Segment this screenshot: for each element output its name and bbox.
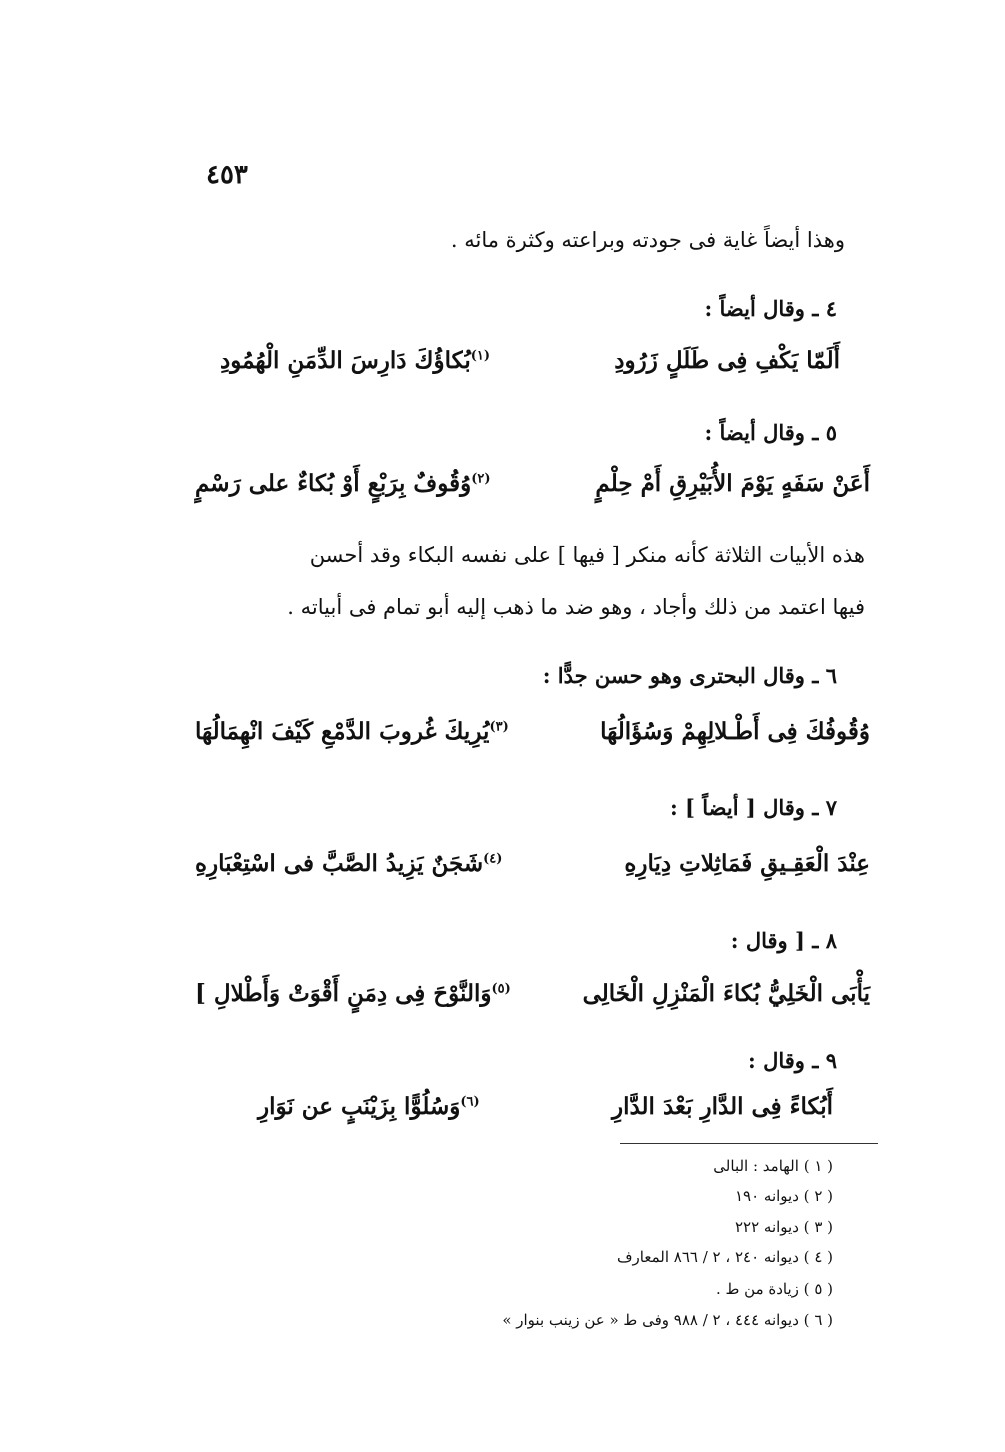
verse-line <box>220 347 840 383</box>
verse-second-hemistich: $^{(٢)}$وُقُوفٌ بِرَبْعٍ أَوْ بُكاءٌ على رَسْمٍ <box>195 470 491 497</box>
footnote-marker: (٥) <box>491 981 511 997</box>
footnote-marker: (٦) <box>460 1094 480 1110</box>
verse-second-hemistich: $^{(١)}$بُكاؤُكَ دَارِسَ الدِّمَنِ الْهُمُودِ <box>220 347 491 374</box>
verse-first-hemistich: أَلَمّا يَكْفِ فِى طَلَلٍ زَرُودِ <box>614 347 840 374</box>
verse-line <box>195 850 870 886</box>
footnote-marker: (٢) <box>471 471 491 487</box>
section-heading: ٤ ـ وقال أيضاً : <box>704 296 837 321</box>
verse-second-hemistich: $^{(٤)}$شَجَنٌ يَزِيدُ الصَّبَّ فى اسْتِعْبَارِهِ <box>195 850 503 877</box>
footnote: ( ٤ ) ديوانه ٢٤٠ ، ٢ / ٨٦٦ المعارف <box>616 1248 833 1266</box>
section-heading: ٧ ـ وقال [ أيضاً ] : <box>669 795 837 820</box>
paragraph-line: فيها اعتمد من ذلك وأجاد ، وهو ضد ما ذهب إليه أبو تمام فى أبياته . <box>287 595 865 619</box>
verse-line <box>195 980 870 1016</box>
footnote-marker: (٤) <box>483 851 503 867</box>
verse-second-hemistich: $^{(٣)}$يُرِيكَ غُروبَ الدَّمْعِ كَيْفَ انْهِمَالُهَا <box>195 718 509 745</box>
section-heading: ٩ ـ وقال : <box>748 1048 837 1073</box>
footnote-rule <box>620 1143 878 1144</box>
verse-second-hemistich: $^{(٥)}$وَالنَّوْحَ فِى دِمَنٍ أَقْوَتْ وَأَطْلالِ ] <box>195 980 511 1007</box>
footnote-marker: (١) <box>470 348 491 364</box>
footnote: ( ٦ ) ديوانه ٤٤٤ ، ٢ / ٩٨٨ وفى ط « عن زينب بنوار » <box>502 1311 833 1329</box>
verse-second-hemistich: $^{(٦)}$وَسُلُوًّا بِزَيْنَبٍ عن نَوَارِ <box>258 1093 480 1120</box>
verse-first-hemistich: يَأْبَى الْخَلِيُّ بُكاءَ الْمَنْزِلِ الْخَالِى <box>582 980 870 1007</box>
footnote: ( ٣ ) ديوانه ٢٢٢ <box>734 1218 833 1236</box>
section-heading: ٥ ـ وقال أيضاً : <box>704 420 837 445</box>
footnote: ( ١ ) الهامد : البالى <box>713 1157 833 1175</box>
verse-first-hemistich: وُقُوفُكَ فِى أَطْـلالِهِمْ وَسُؤَالُهَا <box>600 718 870 745</box>
verse-line <box>195 470 870 506</box>
verse-first-hemistich: أَعَنْ سَفَهٍ يَوْمَ الأُبَيْرِقِ أَمْ حِلْمٍ <box>595 470 870 497</box>
verse-first-hemistich: أَبُكاءً فِى الدَّارِ بَعْدَ الدَّارِ <box>611 1093 833 1120</box>
verse-first-hemistich: عِنْدَ الْعَقِـيقِ فَمَاثِلاتِ دِيَارِهِ <box>624 850 870 877</box>
section-heading: ٨ ـ [ وقال : <box>730 928 837 953</box>
paragraph-line: هذه الأبيات الثلاثة كأنه منكر [ فيها ] على نفسه البكاء وقد أحسن <box>309 543 865 567</box>
footnote: ( ٥ ) زيادة من ط . <box>715 1280 833 1298</box>
intro-line: وهذا أيضاً غاية فى جودته وبراعته وكثرة مائه . <box>450 228 845 252</box>
footnote-marker: (٣) <box>489 719 509 735</box>
page-number: ٤٥٣ <box>206 160 248 190</box>
verse-line <box>258 1093 833 1129</box>
verse-line <box>195 718 870 754</box>
section-heading: ٦ ـ وقال البحترى وهو حسن جدًّا : <box>542 663 837 688</box>
footnote: ( ٢ ) ديوانه ١٩٠ <box>734 1187 833 1205</box>
